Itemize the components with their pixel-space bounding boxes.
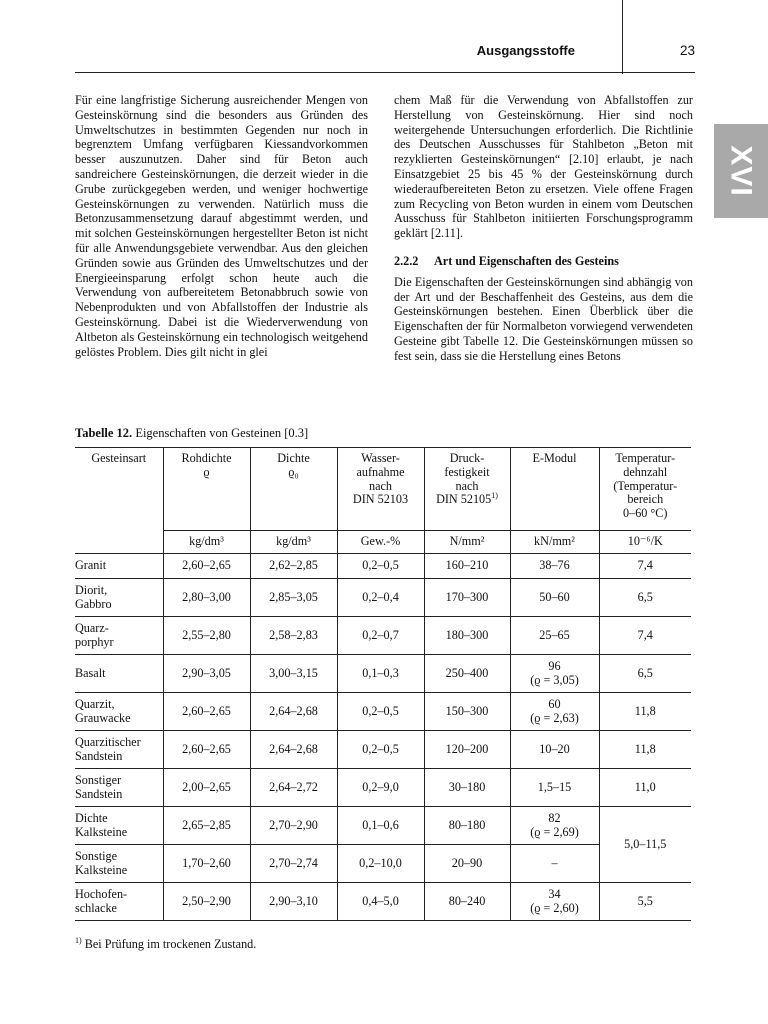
unit-cell [75, 531, 163, 554]
cell-wasser: 0,4–5,0 [337, 883, 424, 921]
cell-temp: 6,5 [599, 579, 691, 617]
table-row [75, 693, 691, 731]
properties-table [75, 447, 691, 921]
cell-druck: 180–300 [424, 617, 510, 655]
cell-druck: 20–90 [424, 845, 510, 883]
cell-druck: 120–200 [424, 731, 510, 769]
cell-emodul: 25–65 [510, 617, 599, 655]
cell-druck: 150–300 [424, 693, 510, 731]
cell-temp: 6,5 [599, 655, 691, 693]
table-header-row [75, 448, 691, 531]
cell-druck: 250–400 [424, 655, 510, 693]
cell-wasser: 0,2–10,0 [337, 845, 424, 883]
table-row [75, 655, 691, 693]
header-druckfestigkeit: Druck- festigkeit nach DIN 52105$^{1)}$ [424, 448, 510, 531]
header-dichte: Dichte ϱ₀ [250, 448, 337, 531]
header-gesteinsart: Gesteinsart [75, 448, 163, 531]
section-number: 2.2.2 [394, 253, 419, 268]
cell-druck: 170–300 [424, 579, 510, 617]
table-row [75, 807, 691, 845]
cell-emodul: 1,5–15 [510, 769, 599, 807]
cell-rohdichte: 2,60–2,65 [163, 731, 250, 769]
cell-emodul: 96 (ϱ = 3,05) [510, 655, 599, 693]
table-row [75, 883, 691, 921]
rock-name: Quarz- porphyr [75, 617, 163, 655]
cell-wasser: 0,2–0,5 [337, 693, 424, 731]
cell-rohdichte: 2,80–3,00 [163, 579, 250, 617]
header-rohdichte: Rohdichte ϱ [163, 448, 250, 531]
cell-dichte: 2,70–2,74 [250, 845, 337, 883]
table-footnote [75, 937, 256, 952]
body-paragraph: Die Eigenschaften der Gesteinskörnungen sind abhängig von der Art und der Beschaffenheit des Gesteins, aus dem die Gesteinskörnungen bestehen. Einen Überblick über die Eigenschaften der für Normalbeton vorwiegend verwendeten Gesteine gibt Tabelle 12. Die Gesteinskörnungen müssen so fest sein, dass sie die Herstellung eines Betons [394, 274, 693, 363]
cell-temp: 11,0 [599, 769, 691, 807]
cell-dichte: 2,70–2,90 [250, 807, 337, 845]
header-wasseraufnahme: Wasser- aufnahme nach DIN 52103 [337, 448, 424, 531]
table-row [75, 579, 691, 617]
cell-emodul: 10–20 [510, 731, 599, 769]
footnote-text: Bei Prüfung im trockenen Zustand. [81, 937, 257, 951]
rock-name: Diorit, Gabbro [75, 579, 163, 617]
cell-dichte: 2,85–3,05 [250, 579, 337, 617]
right-column [394, 93, 693, 364]
rock-name: Basalt [75, 655, 163, 693]
page-number: 23 [679, 43, 695, 58]
cell-wasser: 0,1–0,3 [337, 655, 424, 693]
cell-emodul: 38–76 [510, 554, 599, 579]
cell-dichte: 2,58–2,83 [250, 617, 337, 655]
rock-name: Granit [75, 554, 163, 579]
cell-emodul: – [510, 845, 599, 883]
rock-name: Quarzit, Grauwacke [75, 693, 163, 731]
cell-emodul: 50–60 [510, 579, 599, 617]
header-emodul: E-Modul [510, 448, 599, 531]
table-row [75, 845, 691, 883]
cell-dichte: 2,90–3,10 [250, 883, 337, 921]
table-row [75, 769, 691, 807]
table-caption [75, 426, 308, 441]
cell-druck: 30–180 [424, 769, 510, 807]
cell-rohdichte: 2,60–2,65 [163, 693, 250, 731]
body-paragraph: chem Maß für die Verwendung von Abfallstoffen zur Herstellung von Gesteinskörnung. Hier sind noch weitergehende Untersuchungen erforderlich. Die Richtlinie des Deutschen Ausschusses für Stahlbeton „Beton mit rezyklierten Gesteinskörnungen“ [2.10] erlaubt, je nach Einsatzgebiet 25 bis 45 % der Gesteinskörnung durch wiederaufbereiteten Beton zu ersetzen. Viele offene Fragen zum Recycling von Beton wurden in einem vom Deutschen Ausschuss für Stahlbeton initiierten Forschungsprogramm geklärt [2.11]. [394, 93, 693, 241]
section-title: Art und Eigenschaften des Gesteins [434, 253, 619, 268]
unit-cell: 10⁻⁶/K [599, 531, 691, 554]
chapter-tab [714, 124, 768, 218]
cell-temp: 11,8 [599, 731, 691, 769]
cell-wasser: 0,2–0,5 [337, 554, 424, 579]
running-title: Ausgangsstoffe [476, 43, 575, 58]
rock-name: Sonstige Kalksteine [75, 845, 163, 883]
section-heading [394, 254, 693, 269]
cell-temp: 7,4 [599, 617, 691, 655]
cell-wasser: 0,2–0,7 [337, 617, 424, 655]
rock-name: Dichte Kalksteine [75, 807, 163, 845]
unit-cell: kg/dm³ [163, 531, 250, 554]
page-header [75, 30, 695, 73]
cell-rohdichte: 2,90–3,05 [163, 655, 250, 693]
cell-dichte: 2,64–2,72 [250, 769, 337, 807]
cell-dichte: 2,64–2,68 [250, 693, 337, 731]
unit-cell: kg/dm³ [250, 531, 337, 554]
cell-rohdichte: 2,50–2,90 [163, 883, 250, 921]
cell-rohdichte: 2,60–2,65 [163, 554, 250, 579]
cell-emodul: 60 (ϱ = 2,63) [510, 693, 599, 731]
rock-name: Quarzitischer Sandstein [75, 731, 163, 769]
cell-wasser: 0,2–9,0 [337, 769, 424, 807]
body-paragraph: Für eine langfristige Sicherung ausreichender Mengen von Gesteinskörnung sind die besonders aus Gründen des Umweltschutzes in bestimmten Gegenden nur noch in begrenztem Umfang verfügbaren Kiessandvorkommen besser auszunutzen. Daher sind für Beton auch sandreichere Gesteinskörnungen, die derzeit wieder in die Grube zurückgegeben werden, und weniger hochwertige Gesteinskörnungen zu verwenden. Natürlich muss die Betonzusammensetzung darauf abgestimmt werden, und mit solchen Gesteinskörnungen hergestellter Beton ist nicht für alle Anwendungsgebiete verwendbar. Aus den gleichen Gründen sowie aus Gründen des Umweltschutzes und der Energieeinsparung erfolgt schon heute auch die Verwendung von aufbereitetem Betonabbruch sowie von Nebenprodukten und von Abfallstoffen der Industrie als Gesteinskörnung. Dabei ist die Wiederverwendung von Altbeton als Gesteinskörnung ein technologisch weitgehend gelöstes Problem. Dies gilt nicht in glei [75, 93, 368, 359]
cell-rohdichte: 1,70–2,60 [163, 845, 250, 883]
cell-temp: 5,5 [599, 883, 691, 921]
cell-dichte: 3,00–3,15 [250, 655, 337, 693]
cell-druck: 80–180 [424, 807, 510, 845]
table-row [75, 554, 691, 579]
unit-cell: kN/mm² [510, 531, 599, 554]
chapter-tab-label: XVI [724, 145, 758, 197]
cell-druck: 80–240 [424, 883, 510, 921]
table-row [75, 731, 691, 769]
table-caption-label: Tabelle 12. [75, 426, 133, 440]
left-column [75, 93, 368, 359]
unit-cell: Gew.-% [337, 531, 424, 554]
footnote-mark: 1) [75, 936, 82, 945]
rock-name: Hochofen- schlacke [75, 883, 163, 921]
header-divider [622, 0, 623, 74]
table-caption-text: Eigenschaften von Gesteinen [0.3] [132, 426, 309, 440]
header-temperaturdehnzahl: Temperatur- dehnzahl (Temperatur- bereich 0–60 °C) [599, 448, 691, 531]
cell-rohdichte: 2,00–2,65 [163, 769, 250, 807]
cell-rohdichte: 2,65–2,85 [163, 807, 250, 845]
cell-emodul: 82 (ϱ = 2,69) [510, 807, 599, 845]
cell-wasser: 0,2–0,5 [337, 731, 424, 769]
cell-temp: 11,8 [599, 693, 691, 731]
cell-dichte: 2,62–2,85 [250, 554, 337, 579]
cell-wasser: 0,1–0,6 [337, 807, 424, 845]
units-row [75, 531, 691, 554]
cell-emodul: 34 (ϱ = 2,60) [510, 883, 599, 921]
cell-rohdichte: 2,55–2,80 [163, 617, 250, 655]
cell-temp: 7,4 [599, 554, 691, 579]
rock-name: Sonstiger Sandstein [75, 769, 163, 807]
cell-wasser: 0,2–0,4 [337, 579, 424, 617]
cell-temp: 5,0–11,5 [599, 807, 691, 883]
table-row [75, 617, 691, 655]
cell-druck: 160–210 [424, 554, 510, 579]
unit-cell: N/mm² [424, 531, 510, 554]
cell-dichte: 2,64–2,68 [250, 731, 337, 769]
